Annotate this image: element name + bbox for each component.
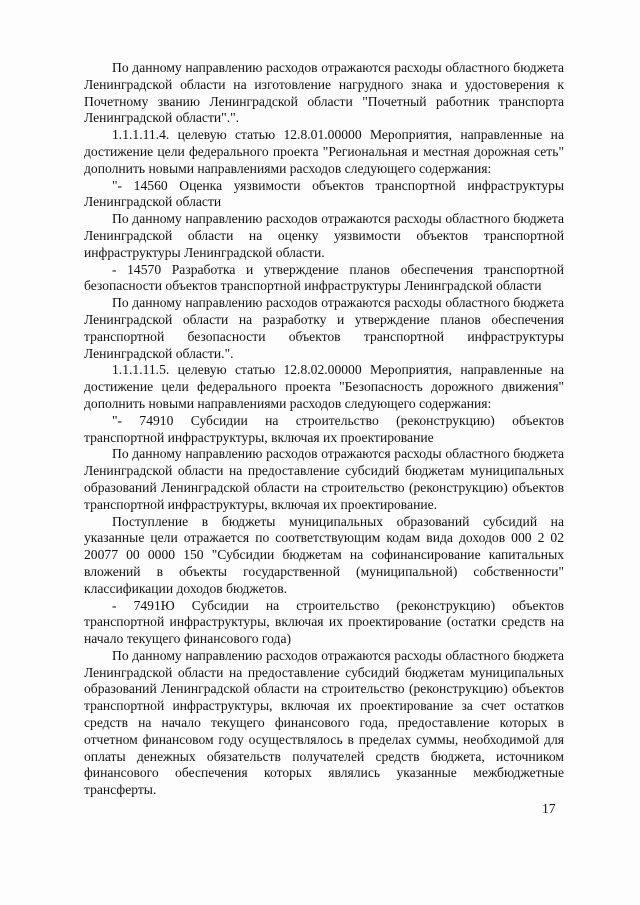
paragraph: По данному направлению расходов отражаются расходы областного бюджета Ленинградской области на разработку и утверждение планов обеспечения транспортной безопасности объектов транспортной инфраструктуры Ленинградской области.". bbox=[84, 295, 564, 361]
paragraph: 1.1.1.11.4. целевую статью 12.8.01.00000 Мероприятия, направленные на достижение цели федерального проекта "Региональная и местная дорожная сеть" дополнить новыми направлениями расходов следующего содержания: bbox=[84, 127, 564, 176]
paragraph: "- 14560 Оценка уязвимости объектов транспортной инфраструктуры Ленинградской области bbox=[84, 177, 564, 210]
document-body bbox=[84, 60, 564, 799]
paragraph: По данному направлению расходов отражаются расходы областного бюджета Ленинградской области на предоставление субсидий бюджетам муниципальных образований Ленинградской области на строительство (реконструкцию) объектов транспортной инфраструктуры, включая их проектирование за счет остатков средств на начало текущего финансового года, предоставление которых в отчетном финансовом году осуществлялось в пределах суммы, необходимой для оплаты денежных обязательств получателей средств бюджета, источником финансового обеспечения которых являлись указанные межбюджетные трансферты. bbox=[84, 647, 564, 798]
paragraph: - 7491Ю Субсидии на строительство (реконструкцию) объектов транспортной инфраструктуры, включая их проектирование (остатки средств на начало текущего финансового года) bbox=[84, 597, 564, 647]
page-number: 17 bbox=[542, 801, 556, 816]
paragraph: "- 74910 Субсидии на строительство (реконструкцию) объектов транспортной инфраструктуры, включая их проектирование bbox=[84, 412, 564, 445]
paragraph: 1.1.1.11.5. целевую статью 12.8.02.00000 Мероприятия, направленные на достижение цели федерального проекта "Безопасность дорожного движения" дополнить новыми направлениями расходов следующего содержания: bbox=[84, 362, 564, 411]
paragraph: По данному направлению расходов отражаются расходы областного бюджета Ленинградской области на предоставление субсидий бюджетам муниципальных образований Ленинградской области на строительство (реконструкцию) объектов транспортной инфраструктуры, включая их проектирование. bbox=[84, 446, 564, 512]
paragraph: - 14570 Разработка и утверждение планов обеспечения транспортной безопасности объектов транспортной инфраструктуры Ленинградской области bbox=[84, 261, 564, 294]
paragraph: По данному направлению расходов отражаются расходы областного бюджета Ленинградской области на изготовление нагрудного знака и удостоверения к Почетному званию Ленинградской области "Почетный работник транспорта Ленинградской области".". bbox=[84, 60, 564, 126]
paragraph: Поступление в бюджеты муниципальных образований субсидий на указанные цели отражается по соответствующим кодам вида доходов 000 2 02 20077 00 0000 150 "Субсидии бюджетам на софинансирование капитальных вложений в объекты государственной (муниципальной) собственности" классификации доходов бюджетов. bbox=[84, 513, 564, 596]
paragraph: По данному направлению расходов отражаются расходы областного бюджета Ленинградской области на оценку уязвимости объектов транспортной инфраструктуры Ленинградской области. bbox=[84, 211, 564, 260]
